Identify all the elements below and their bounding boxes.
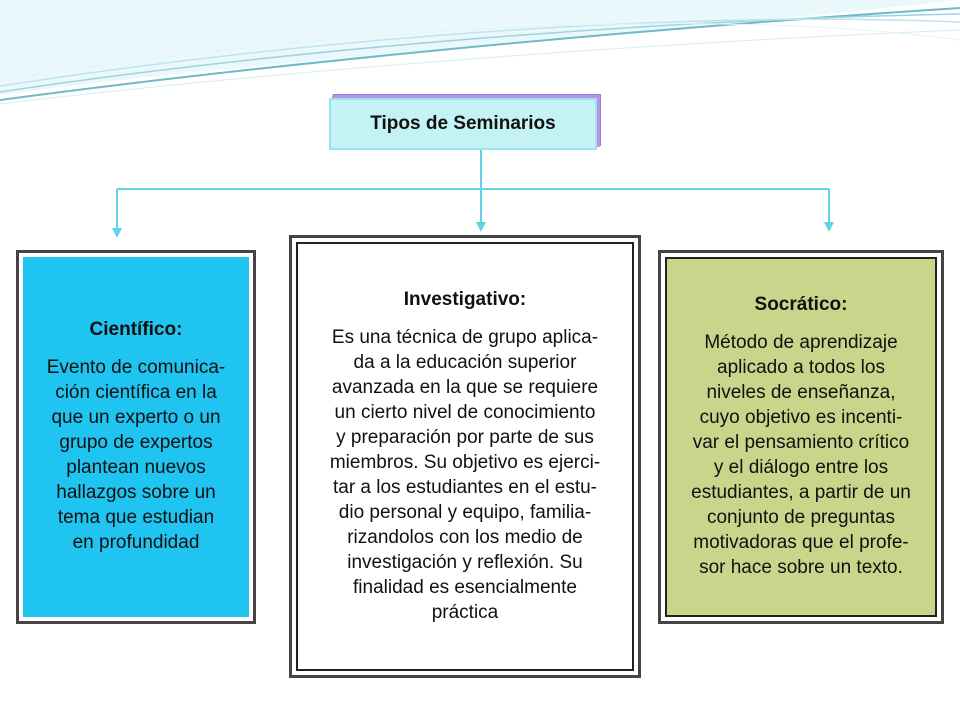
- card-socratico-body: Método de aprendizaje aplicado a todos los niveles de enseñanza, cuyo objetivo es incenti- var el pensamiento crítico y el diálogo entre los estudiantes, a partir de un conjunto de preguntas motivadoras que el profe- sor hace sobre un texto.: [691, 332, 911, 578]
- card-socratico-panel: [665, 257, 937, 617]
- arrow-down-icon: [824, 222, 834, 232]
- card-socratico: [658, 250, 944, 624]
- card-cientifico-panel: [23, 257, 249, 617]
- card-investigativo-body: Es una técnica de grupo aplica- da a la educación superior avanzada en la que se requiere un cierto nivel de conocimiento y preparación por parte de sus miembros. Su objetivo es ejerci- tar a los estudiantes en el estu- dio personal y equipo, familia- rizandolos con los medio de investigación y reflexión. Su finalidad es esencialmente práctica: [329, 326, 601, 623]
- arrow-down-icon: [112, 228, 122, 238]
- card-cientifico-heading: Científico:: [89, 319, 183, 340]
- card-cientifico-body: Evento de comunica- ción científica en la que un experto o un grupo de expertos plantean nuevos hallazgos sobre un tema que estudian en profundidad: [46, 357, 226, 553]
- card-investigativo-panel: [296, 242, 634, 671]
- card-investigativo: [289, 235, 641, 678]
- arrow-down-icon: [476, 222, 486, 232]
- diagram-title: [329, 98, 597, 150]
- diagram-title-text: Tipos de Seminarios: [370, 113, 556, 134]
- card-socratico-heading: Socrático:: [754, 294, 848, 315]
- card-investigativo-heading: Investigativo:: [403, 288, 527, 310]
- card-cientifico: [16, 250, 256, 624]
